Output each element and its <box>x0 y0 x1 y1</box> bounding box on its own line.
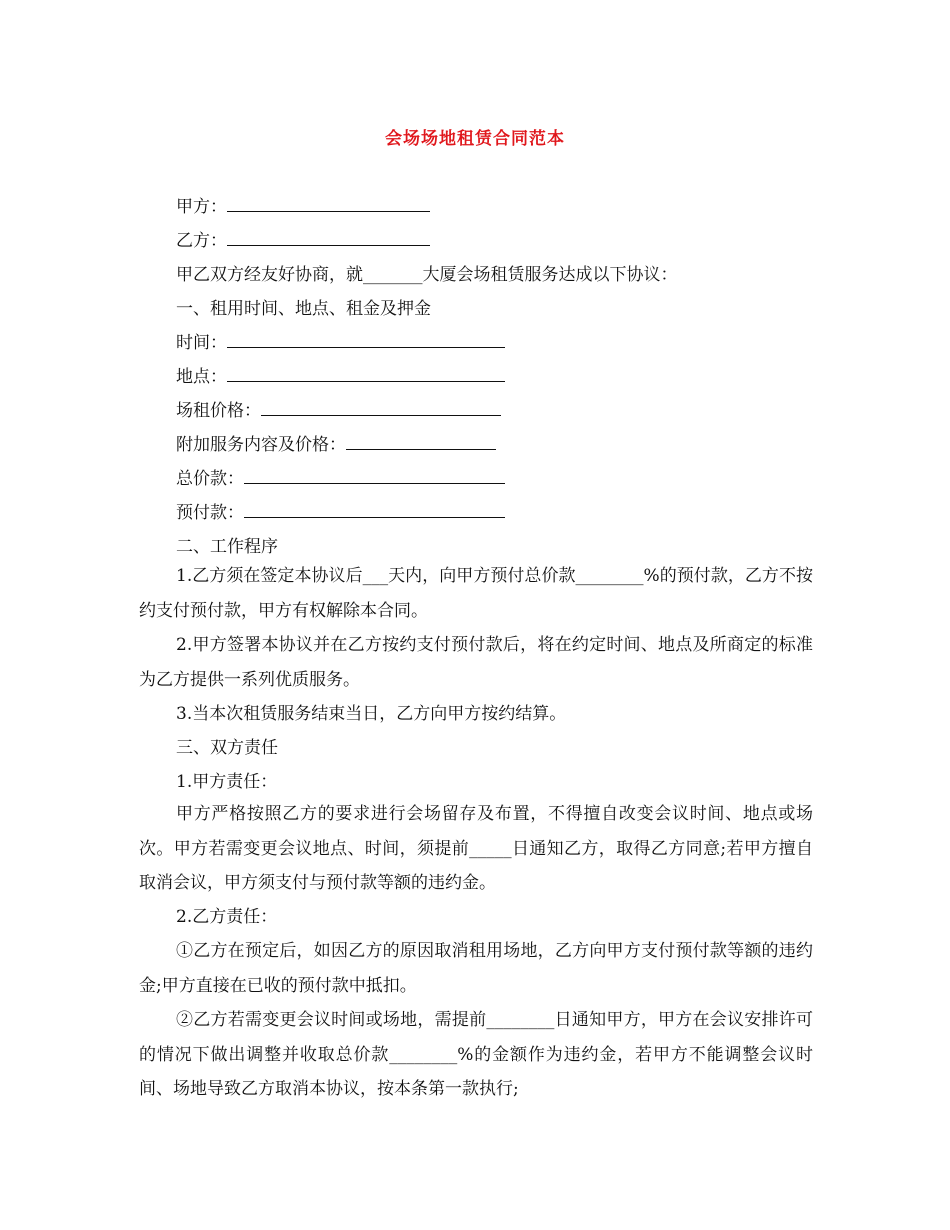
field-total-line <box>176 468 505 490</box>
field-rent-line <box>176 400 501 422</box>
party-a-duty-heading: 1.甲方责任： <box>176 772 278 792</box>
field-prepayment-blank <box>244 502 505 518</box>
section-2-heading: 二、工作程序 <box>176 537 278 557</box>
field-prepayment-line <box>176 502 505 524</box>
field-total-blank <box>244 468 505 484</box>
section-1-heading: 一、租用时间、地点、租金及押金 <box>176 299 431 319</box>
party-b-blank <box>227 230 430 246</box>
field-time-blank <box>227 332 505 348</box>
procedure-item-3: 3.当本次租赁服务结束当日，乙方向甲方按约结算。 <box>176 704 567 724</box>
field-location-line <box>176 366 505 388</box>
party-b-duty-heading: 2.乙方责任： <box>176 907 278 927</box>
document-title: 会场场地租赁合同范本 <box>385 129 565 149</box>
field-time-label: 时间： <box>176 333 227 353</box>
field-extra-services-label: 附加服务内容及价格： <box>176 435 346 455</box>
field-location-label: 地点： <box>176 367 227 387</box>
field-extra-services-blank <box>346 434 496 450</box>
field-extra-services-line <box>176 434 496 456</box>
field-time-line <box>176 332 505 354</box>
party-b-duty-item-1: ①乙方在预定后，如因乙方的原因取消租用场地，乙方向甲方支付预付款等额的违约金;甲方直接在已收的预付款中抵扣。 <box>139 941 813 996</box>
procedure-item-2: 2.甲方签署本协议并在乙方按约支付预付款后，将在约定时间、地点及所商定的标准为乙方提供一系列优质服务。 <box>139 635 813 690</box>
party-b-duty-item-2: ②乙方若需变更会议时间或场地，需提前________日通知甲方，甲方在会议安排许可的情况下做出调整并收取总价款________%的金额作为违约金，若甲方不能调整会议时间、场地导致乙方取消本协议，按本条第一款执行; <box>139 1010 813 1099</box>
intro-text: 甲乙双方经友好协商，就_______大厦会场租赁服务达成以下协议： <box>176 265 678 285</box>
procedure-item-1: 1.乙方须在签定本协议后___天内，向甲方预付总价款________%的预付款，乙方不按约支付预付款，甲方有权解除本合同。 <box>139 566 813 621</box>
party-b-line <box>176 230 430 252</box>
party-b-label: 乙方： <box>176 231 227 251</box>
party-a-line <box>176 196 430 218</box>
party-a-blank <box>227 196 430 212</box>
section-3-heading: 三、双方责任 <box>176 738 278 758</box>
field-location-blank <box>227 366 505 382</box>
field-rent-label: 场租价格： <box>176 401 261 421</box>
field-rent-blank <box>261 400 501 416</box>
party-a-label: 甲方： <box>176 197 227 217</box>
party-a-duty-text: 甲方严格按照乙方的要求进行会场留存及布置，不得擅自改变会议时间、地点或场次。甲方若需变更会议地点、时间，须提前_____日通知乙方，取得乙方同意;若甲方擅自取消会议，甲方须支付与预付款等额的违约金。 <box>139 804 813 893</box>
field-total-label: 总价款： <box>176 469 244 489</box>
field-prepayment-label: 预付款： <box>176 503 244 523</box>
